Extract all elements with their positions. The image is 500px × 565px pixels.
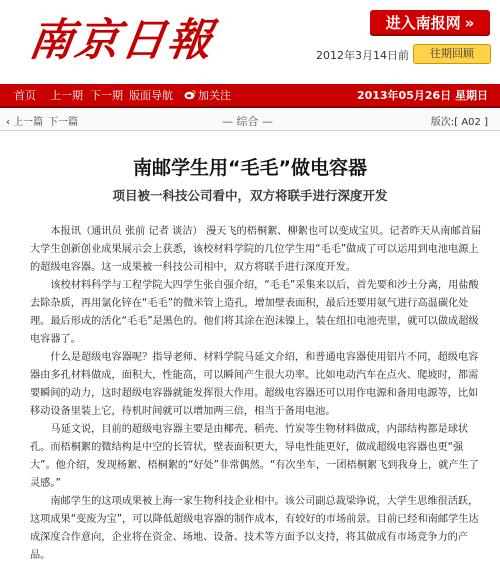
nav-home[interactable]: 首页 (14, 89, 36, 102)
past-issues-button[interactable]: 往期回顾 (413, 44, 491, 64)
article-paragraph: 什么是超级电容器呢？指导老师、材料学院马延文介绍，和普通电容器使用铝片不同，超级电容器由多孔材料做成，面积大，性能高，可以瞬间产生很大功率。比如电动汽车在点火、爬坡时，都需要瞬间的动力，这时超级电容器就能发挥很大作用。超级电容器还可以用作电源和备用电源等，比如移动设备里装上它，待机时间就可以增加两三倍，相当于备用电池。 (30, 352, 479, 417)
nav-page-navigation[interactable]: 版面导航 (129, 89, 173, 102)
current-date: 2013年05月26日 星期日 (356, 89, 488, 102)
article-paragraph: 本报讯（通讯员 张前 记者 谈洁） 漫天飞的梧桐絮、柳絮也可以变成宝贝。记者昨天从南邮首届大学生创新创业成果展示会上获悉，该校材料学院的几位学生用“毛毛”做成了可以运用到电池电源上的超级电容器。这一成果被一科技公司相中，双方将联手进行深度开发。 (30, 226, 482, 273)
prev-article-link[interactable]: ‹ 上一篇 (6, 117, 44, 128)
article-nav-bar (0, 108, 500, 131)
next-article-link[interactable]: 下一篇 (48, 117, 78, 128)
follow-label: 加关注 (198, 89, 231, 102)
article-subtitle: 项目被一科技公司看中，双方将联手进行深度开发 (112, 188, 388, 203)
prev-article-label: 上一篇 (13, 117, 44, 128)
page-header (0, 0, 500, 84)
article-paragraph: 该校材料科学与工程学院大四学生张自强介绍，“毛毛”采集来以后，首先要和沙土分离，用盐酸去除杂质，再用氯化锌在“毛毛”的微米管上造孔，增加壁表面积，最后还要用氨气进行高温碳化处理。最后形成的活化“毛毛”是黑色的。他们将其涂在泡沫镍上，装在纽扣电池壳里，就可以做成超级电容器了。 (30, 280, 479, 345)
nav-bar (0, 84, 500, 108)
weibo-icon (184, 89, 196, 100)
nav-next-issue[interactable]: 下一期 (90, 89, 123, 102)
double-arrow-icon: » (464, 14, 475, 32)
enter-site-button[interactable] (370, 10, 490, 36)
article-paragraph: 马延文说，目前的超级电容器主要是由椰壳、稻壳、竹炭等生物材料做成，内部结构都是球状孔。而梧桐絮的微结构是中空的长管状，壁表面积更大，导电性能更好，做成超级电容器也更“强大”。他介绍，发现杨絮、梧桐絮的“好处”非常偶然。“有次坐车，一团梧桐絮飞到我身上，就产生了灵感。” (30, 424, 479, 489)
section-label: — 综合 — (222, 115, 273, 128)
follow-button[interactable] (184, 87, 231, 103)
issue-date-label: 2012年3月14日前 (316, 49, 409, 62)
enter-site-label: 进入南报网 (385, 14, 461, 32)
nav-previous-issue[interactable]: 上一期 (50, 89, 83, 102)
newspaper-logo[interactable]: 南京日報 (25, 15, 217, 66)
article-paragraph: 南邮学生的这项成果被上海一家生物科技企业相中。该公司副总裁梁诤说，大学生思维很活跃，这项成果“变废为宝”，可以降低超级电容器的制作成本，有较好的市场前景。目前已经和南邮学生达成深度合作意向，企业将在资金、场地、设备、技术等方面予以支持，将其做成有市场竞争力的产品。 (30, 496, 479, 561)
edition-label: 版次:[ A02 ] (430, 117, 488, 128)
article-title: 南邮学生用“毛毛”做电容器 (133, 157, 367, 179)
